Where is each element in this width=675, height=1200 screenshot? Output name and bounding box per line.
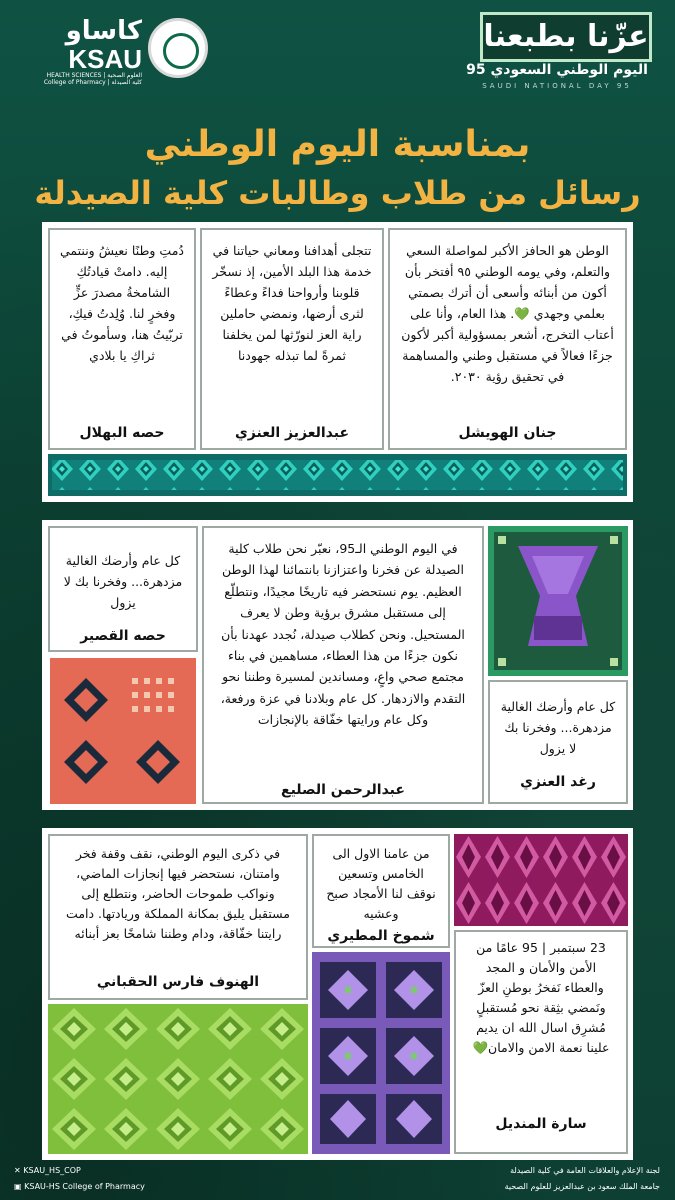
teal-sadu-pattern	[48, 454, 627, 496]
linkedin-icon: ▣	[14, 1182, 25, 1191]
purple-vase-pattern	[488, 526, 628, 676]
footer-credit-2: جامعة الملك سعود بن عبدالعزيز للعلوم الصحية	[504, 1182, 660, 1191]
purple-tiles-pattern	[312, 952, 450, 1154]
student-name: رغد العنزي	[520, 774, 596, 790]
message-card-1	[388, 228, 627, 450]
student-name: عبدالعزيز العنزي	[234, 425, 350, 441]
message-text: من عامنا الاول الى الخامس وتسعين نوقف لنا الأمجاد صبح وعشيه	[326, 846, 436, 921]
message-card-5	[202, 526, 484, 804]
message-card-8	[312, 834, 450, 948]
message-text: تتجلى أهدافنا ومعاني حياتنا في خدمة هذا البلد الأمين، إذ نسخّر قلوبنا وأرواحنا فداءً وعطاءً لثرى أرضها، ونمضي حاملين راية العز لنورّثها لمن يخلفنا ثمرةً لما تبذله جهودنا	[212, 243, 372, 363]
message-text: الوطن هو الحافز الأكبر لمواصلة السعي والتعلم، وفي يومه الوطني ٩٥ أفتخر بأن أكون من أبنائه وأسعى أن أترك بصمتي بعلمي وجهدي 💚. هذا العام، وأنا على أعتاب التخرج، أشعر بمسؤولية أكبر لأكون جزءًا فعالاً في مستقبل وطني والمساهمة في تحقيق رؤية ٢٠٣٠.	[401, 243, 614, 384]
magenta-sadu-pattern	[454, 834, 628, 926]
message-card-4	[48, 526, 198, 652]
student-name: شموخ المطيري	[327, 928, 435, 944]
student-name: عبدالرحمن الصليع	[281, 782, 405, 798]
sub-title: رسائل من طلاب وطالبات كلية الصيدلة	[34, 174, 641, 212]
message-text: كل عام وأرضك الغالية مزدهرة... وفخرنا بك لا يزول	[63, 553, 183, 610]
lime-sadu-pattern	[48, 1004, 308, 1154]
message-text: في ذكرى اليوم الوطني، نقف وقفة فخر وامتنان، نستحضر فيها إنجازات الماضي، ونواكب طموحات الحاضر، ونتطلع إلى مستقبل يليق بمكانة المملكة وريادتها. دامت رايتنا خفّاقة، ودام وطننا شامخًا بعز أبنائه	[66, 846, 290, 941]
message-card-9	[454, 930, 628, 1154]
message-card-2	[200, 228, 384, 450]
logo-arabic: كاساو	[65, 16, 142, 46]
national-day-slogan: عزّنا بطبعنا	[480, 12, 652, 62]
message-card-3	[48, 228, 196, 450]
national-day-label: اليوم الوطني السعودي 95	[466, 62, 648, 78]
student-name: الهنوف فارس الحقباني	[96, 974, 260, 990]
student-name: سارة المنديل	[495, 1116, 587, 1132]
x-icon: ✕	[14, 1166, 24, 1175]
coral-sadu-pattern	[50, 658, 196, 804]
main-title: بمناسبة اليوم الوطني	[144, 124, 531, 165]
social-handle-1: ✕ KSAU_HS_COP	[14, 1166, 81, 1175]
message-card-6	[488, 680, 628, 804]
message-card-7	[48, 834, 308, 1000]
student-name: حصه القصير	[80, 628, 166, 644]
message-text: دُمتِ وطنًا نعيشُ وننتمي إليه. دامتْ قيادتُكِ الشامخةُ مصدرَ عزٍّ وفخرٍ لنا. وُلِدتُ فيكِ، تربّيتُ هنا، وسأموتُ في ثراكِ يا بلادي	[60, 243, 184, 363]
message-text: في اليوم الوطني الـ95، نعبّر نحن طلاب كلية الصيدلة عن فخرنا واعتزازنا بانتمائنا لهذا الوطن العظيم. يوم نستحضر فيه تاريخًا مجيدًا، ونتطلّع إلى مستقبل مشرق برؤية وطن لا يعرف المستحيل. ونحن كطلاب صيدلة، نُجدد عهدنا بأن نكون جزءًا من هذا العطاء، مساهمين في بناء مجتمع صحي واعٍ، ومساندين لمسيرة وطننا نحو التقدم والازدهار. كل عام وبلادنا في عزة ورفعة، وكل عام ورايتها خفّاقة بالإنجازات	[220, 541, 466, 728]
message-text: كل عام وأرضك الغالية مزدهرة... وفخرنا بك لا يزول	[500, 699, 616, 756]
university-seal-icon	[148, 18, 208, 78]
student-name: حصه البهلال	[79, 425, 165, 441]
student-name: جنان الهويشل	[458, 425, 557, 441]
message-text: 23 سبتمبر | 95 عامًا من الأمن والأمان و المجد والعطاء نَفخرُ بوطنِ العزّ ونَمضي بثِقة نحو مُستقبلٍ مُشرِق اسال الله ان يديم علينا نعمة الامن والامان💚	[472, 940, 610, 1055]
logo-subtitle-1: HEALTH SCIENCES | العلوم الصحية	[46, 72, 142, 79]
logo-subtitle-2: College of Pharmacy | كلية الصيدلة	[43, 79, 142, 86]
footer-credit-1: لجنة الإعلام والعلاقات العامة في كلية الصيدلة	[510, 1166, 660, 1175]
national-day-english: SAUDI NATIONAL DAY 95	[482, 82, 632, 90]
social-handle-2: ▣ KSAU-HS College of Pharmacy	[14, 1182, 145, 1191]
logo-english: KSAU	[68, 44, 142, 74]
ksau-logo	[30, 14, 200, 84]
